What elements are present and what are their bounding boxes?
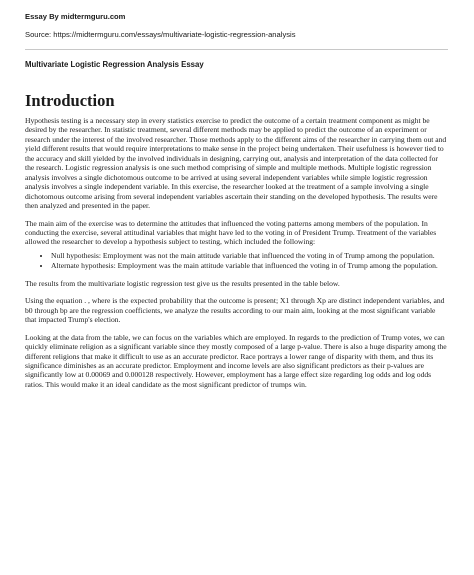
document-title: Multivariate Logistic Regression Analysis Essay <box>25 60 204 69</box>
null-hypothesis-item: • Null hypothesis: Employment was not the main attitude variable that influenced the voting in of Trump among the population. <box>51 251 448 260</box>
hypothesis-list <box>25 251 448 271</box>
section-heading: Introduction <box>25 91 115 110</box>
body-paragraph: Hypothesis testing is a necessary step in every statistics exercise to predict the outcome of a certain treatment component as might be desired by the researcher. In statistic treatment, several different methods may be applied to predict the outcome of an experiment or research under the interest of the involved researcher. Those methods apply to the different aims of the researcher in carrying them out and yield different results that would require interpretations to make sense in the project being undertaken. Their usefulness is however tied to the accuracy and skill yielded by the involved individuals in designing, carrying out, analysis and interpretation of the data collected for the research. Logistic regression analysis is one such method comprising of simple and multiple methods. Multiple logistic regression analysis involves a single dichotomous outcome to be arrived at using several independent variables while simple logistic regression analysis involves a single independent variable. In this exercise, the researcher looked at the treatment of a sample involving a single dichotomous outcome arising from several independent variables ascertain their standing on the developed hypothesis. The results were then analyzed and presented in the paper. <box>25 116 447 211</box>
source-line: Source: https://midtermguru.com/essays/multivariate-logistic-regression-analysis <box>25 30 296 39</box>
body-paragraph: Looking at the data from the table, we can focus on the variables which are employed. In regards to the prediction of Trump votes, we can quickly eliminate religion as a significant variable since they mostly composed of a large p-value. There is also a huge disparity among the different religions that make it difficult to use as an accurate predictor. Race portrays a lower range of disparity with them, and thus its significance diminishes as an accurate predictor. Employment and income levels are also significant predictors as their p-values are significantly low at 0.00069 and 0.000128 respectively. However, employment has a large effect size regarding log odds and log odds ratios. This would make it an ideal candidate as the most significant predictor of trumps win. <box>25 332 447 389</box>
header-divider <box>25 49 448 50</box>
body-paragraph: The results from the multivariate logistic regression test give us the results presented in the table below. <box>25 278 340 288</box>
body-paragraph: The main aim of the exercise was to determine the attitudes that influenced the voting patterns among members of the population. In conducting the exercise, several attitudinal variables that might have led to the voting in of President Trump. Treatment of the variables allowed the researcher to develop a hypothesis subject to testing, which included the following: <box>25 218 437 247</box>
alternate-hypothesis-item: • Alternate hypothesis: Employment was the main attitude variable that influenced the voting in of Trump among the population. <box>51 261 448 270</box>
body-paragraph: Using the equation . , where is the expected probability that the outcome is present; X1 through Xp are distinct independent variables, and b0 through bp are the regression coefficients, we analyze the results according to our main aim, looking at the most significant variable that impacted Trump's election. <box>25 296 445 325</box>
essay-by-header: Essay By midtermguru.com <box>25 12 126 21</box>
